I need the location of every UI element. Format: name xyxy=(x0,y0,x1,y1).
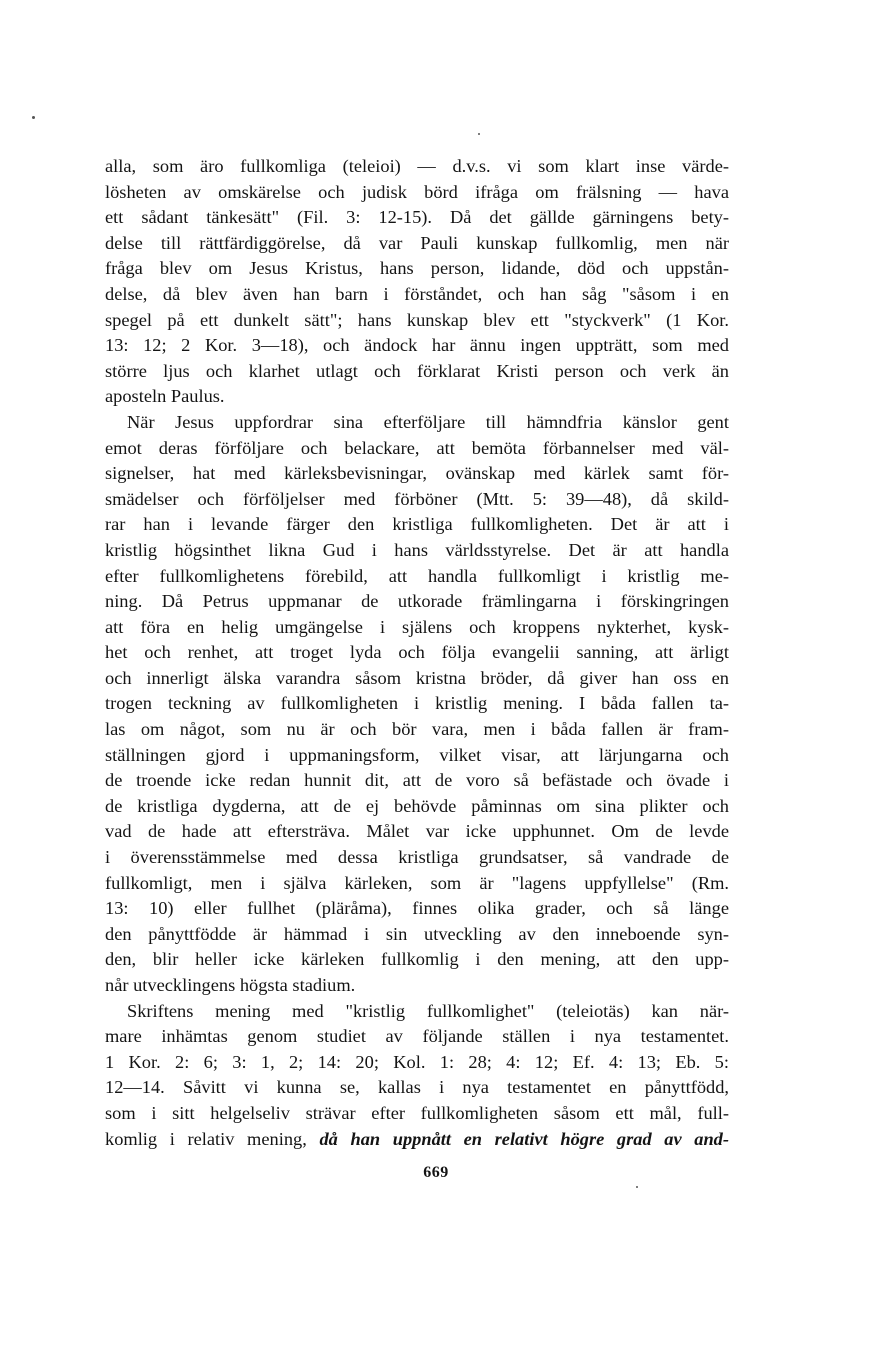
text-line: trogen teckning av fullkomligheten i kristlig mening. I båda fallen ta- xyxy=(105,693,729,714)
text-line: kristlig högsinthet likna Gud i hans världsstyrelse. Det är att handla xyxy=(105,539,729,560)
text-line: smädelser och förföljelser med förböner (Mtt. 5: 39—48), då skild- xyxy=(105,488,729,509)
text-line: spegel på ett dunkelt sätt"; hans kunskap blev ett "styckverk" (1 Kor. xyxy=(105,309,729,330)
text-line: ställningen gjord i uppmaningsform, vilket visar, att lärjungarna och xyxy=(105,744,729,765)
text-line: de troende icke redan hunnit dit, att de voro så befästade och övade i xyxy=(105,770,729,791)
paragraph-start-line: När Jesus uppfordrar sina efterföljare till hämndfria känslor gent xyxy=(127,411,729,432)
text-line: och innerligt älska varandra såsom kristna bröder, då giver han oss en xyxy=(105,667,729,688)
text-line: 13: 12; 2 Kor. 3—18), och ändock har ännu ingen uppträtt, som med xyxy=(105,335,729,356)
text-line: lösheten av omskärelse och judisk börd ifråga om frälsning — hava xyxy=(105,181,729,202)
text-line: i överensstämmelse med dessa kristliga grundsatser, så vandrade de xyxy=(105,847,729,868)
text-line: 13: 10) eller fullhet (pläråma), finnes olika grader, och så länge xyxy=(105,898,729,919)
text-line: fullkomligt, men i själva kärleken, som är "lagens uppfyllelse" (Rm. xyxy=(105,872,729,893)
scan-speck xyxy=(32,116,35,119)
page-number: 669 xyxy=(423,1164,449,1181)
text-line: ett sådant tänkesätt" (Fil. 3: 12-15). Då det gällde gärningens bety- xyxy=(105,207,729,228)
text-line: fråga blev om Jesus Kristus, hans person, lidande, död och uppstån- xyxy=(105,258,729,279)
text-line: delse till rättfärdiggörelse, då var Pauli kunskap fullkomlig, men när xyxy=(105,232,729,253)
text-line: den pånyttfödde är hämmad i sin utveckling av den inneboende syn- xyxy=(105,923,729,944)
text-line: las om något, som nu är och bör vara, men i båda fallen är fram- xyxy=(105,719,729,740)
text-line: större ljus och klarhet utlagt och förklarat Kristi person och verk än xyxy=(105,360,729,381)
text-line: når utvecklingens högsta stadium. xyxy=(105,975,356,995)
text-line: aposteln Paulus. xyxy=(105,386,225,407)
text-line: alla, som äro fullkomliga (teleioi) — d.v.s. vi som klart inse värde- xyxy=(105,156,729,176)
paragraph-start-line: Skriftens mening med "kristlig fullkomlighet" (teleiotäs) kan när- xyxy=(127,1000,729,1021)
text-line: den, blir heller icke kärleken fullkomlig i den mening, att den upp- xyxy=(105,949,729,970)
text-line-roman: komlig i relativ mening, xyxy=(105,1128,307,1149)
text-line: de kristliga dygderna, att de ej behövde påminnas om sina plikter och xyxy=(105,795,729,816)
scan-speck xyxy=(636,1186,638,1188)
text-line: delse, då blev även han barn i förståndet, och han såg "såsom i en xyxy=(105,283,729,304)
text-line: efter fullkomlighetens förebild, att handla fullkomligt i kristlig me- xyxy=(105,565,729,586)
scan-speck xyxy=(478,133,480,135)
text-line: 12—14. Såvitt vi kunna se, kallas i nya testamentet en pånyttfödd, xyxy=(105,1077,729,1098)
text-line: emot deras förföljare och belackare, att bemöta förbannelser med väl- xyxy=(105,437,729,458)
text-line: som i sitt helgelseliv strävar efter fullkomligheten såsom ett mål, full- xyxy=(105,1102,729,1123)
body-text xyxy=(105,154,729,1152)
text-line: 1 Kor. 2: 6; 3: 1, 2; 14: 20; Kol. 1: 28; 4: 12; Ef. 4: 13; Eb. 5: xyxy=(105,1051,729,1072)
text-line: att föra en helig umgängelse i själens och kroppens nykterhet, kysk- xyxy=(105,616,729,637)
text-line: signelser, hat med kärleksbevisningar, ovänskap med kärlek samt för- xyxy=(105,463,729,484)
text-line: rar han i levande färger den kristliga fullkomligheten. Det är att i xyxy=(105,514,729,535)
italic-phrase: då han uppnått en relativt högre grad av and- xyxy=(319,1128,730,1149)
text-line-final xyxy=(105,1127,729,1153)
text-line: vad de hade att eftersträva. Målet var icke upphunnet. Om de levde xyxy=(105,821,729,842)
text-line: mare inhämtas genom studiet av följande ställen i nya testamentet. xyxy=(105,1026,729,1047)
text-line: ning. Då Petrus uppmanar de utkorade främlingarna i förskingringen xyxy=(105,591,729,612)
text-line: het och renhet, att troget lyda och följa evangelii sanning, att ärligt xyxy=(105,642,729,663)
